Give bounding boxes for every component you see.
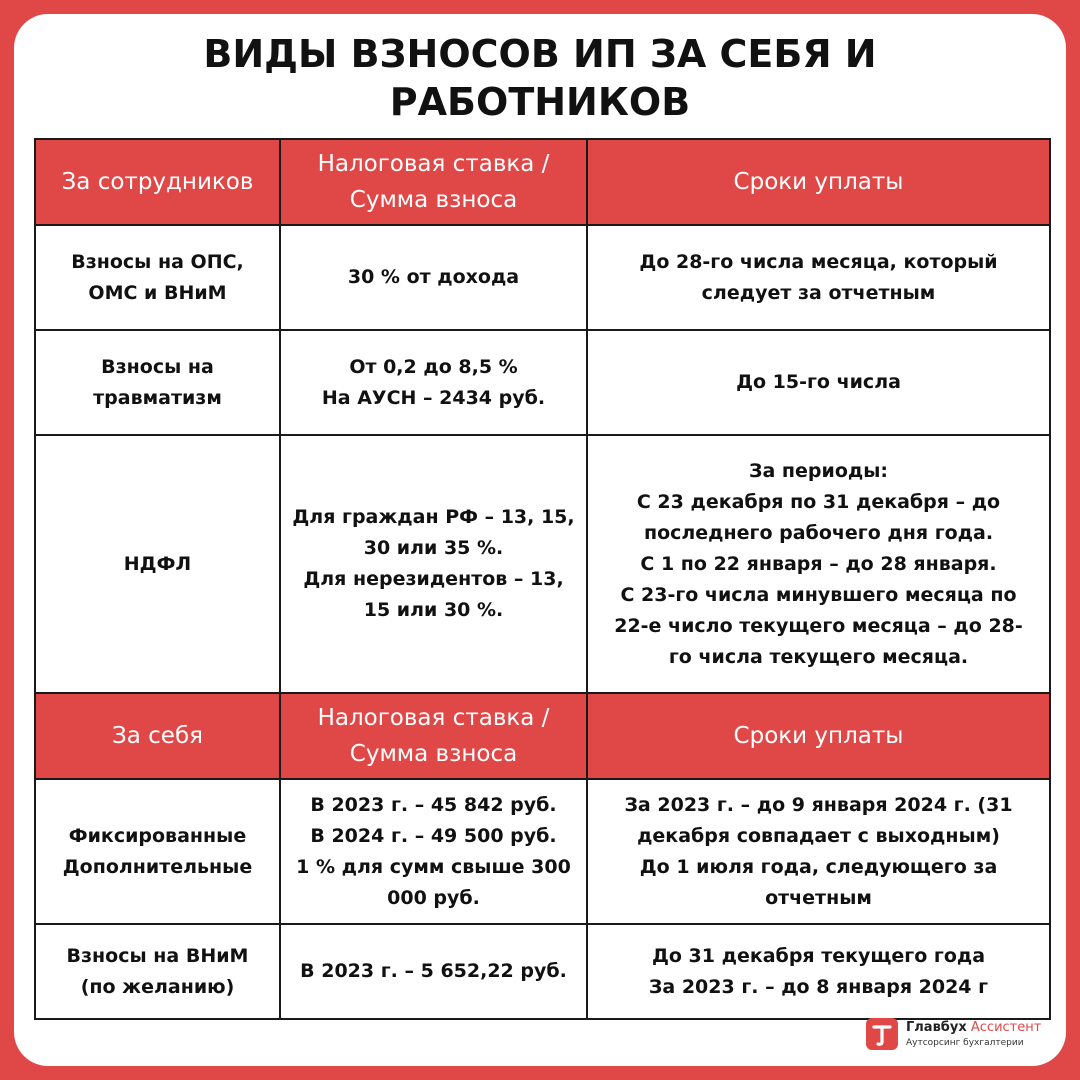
header-category: За сотрудников: [35, 139, 280, 225]
row-deadline: До 31 декабря текущего года За 2023 г. – до 8 января 2024 г: [587, 924, 1050, 1019]
row-name: Фиксированные Дополнительные: [35, 779, 280, 924]
table-row: [35, 330, 1050, 435]
header-category: За себя: [35, 693, 280, 779]
header-deadline: Сроки уплаты: [587, 693, 1050, 779]
row-name: Взносы на ВНиМ (по желанию): [35, 924, 280, 1019]
row-name: Взносы на травматизм: [35, 330, 280, 435]
header-rate: Налоговая ставка / Сумма взноса: [280, 139, 587, 225]
brand-logo: [866, 1018, 1056, 1054]
header-deadline: Сроки уплаты: [587, 139, 1050, 225]
row-rate: От 0,2 до 8,5 % На АУСН – 2434 руб.: [280, 330, 587, 435]
header-rate: Налоговая ставка / Сумма взноса: [280, 693, 587, 779]
row-name: Взносы на ОПС, ОМС и ВНиМ: [35, 225, 280, 330]
page-title: [0, 30, 1080, 126]
title-line: ВИДЫ ВЗНОСОВ ИП ЗА СЕБЯ И: [203, 32, 877, 76]
logo-tagline: Аутсорсинг бухгалтерии: [906, 1038, 1024, 1048]
row-rate: В 2023 г. – 45 842 руб. В 2024 г. – 49 500 руб. 1 % для сумм свыше 300 000 руб.: [280, 779, 587, 924]
table-row: [35, 924, 1050, 1019]
row-name: НДФЛ: [35, 435, 280, 693]
row-rate: Для граждан РФ – 13, 15, 30 или 35 %. Для нерезидентов – 13, 15 или 30 %.: [280, 435, 587, 693]
row-deadline: До 15-го числа: [587, 330, 1050, 435]
row-deadline: За 2023 г. – до 9 января 2024 г. (31 декабря совпадает с выходным) До 1 июля года, следующего за отчетным: [587, 779, 1050, 924]
row-rate: В 2023 г. – 5 652,22 руб.: [280, 924, 587, 1019]
title-line: РАБОТНИКОВ: [389, 80, 691, 124]
table-row: [35, 779, 1050, 924]
row-rate: 30 % от дохода: [280, 225, 587, 330]
table-row: [35, 435, 1050, 693]
row-deadline: За периоды: С 23 декабря по 31 декабря – до последнего рабочего дня года. С 1 по 22 января – до 28 января. С 23-го числа минувшего месяца по 22-е число текущего месяца – до 28- го числа текущего месяца.: [587, 435, 1050, 693]
row-deadline: До 28-го числа месяца, который следует за отчетным: [587, 225, 1050, 330]
employees-header-row: [35, 139, 1050, 225]
self-header-row: [35, 693, 1050, 779]
logo-brand-name: Главбух Ассистент: [906, 1020, 1042, 1035]
table-row: [35, 225, 1050, 330]
contributions-table: [34, 138, 1051, 1020]
logo-icon: [866, 1018, 898, 1050]
